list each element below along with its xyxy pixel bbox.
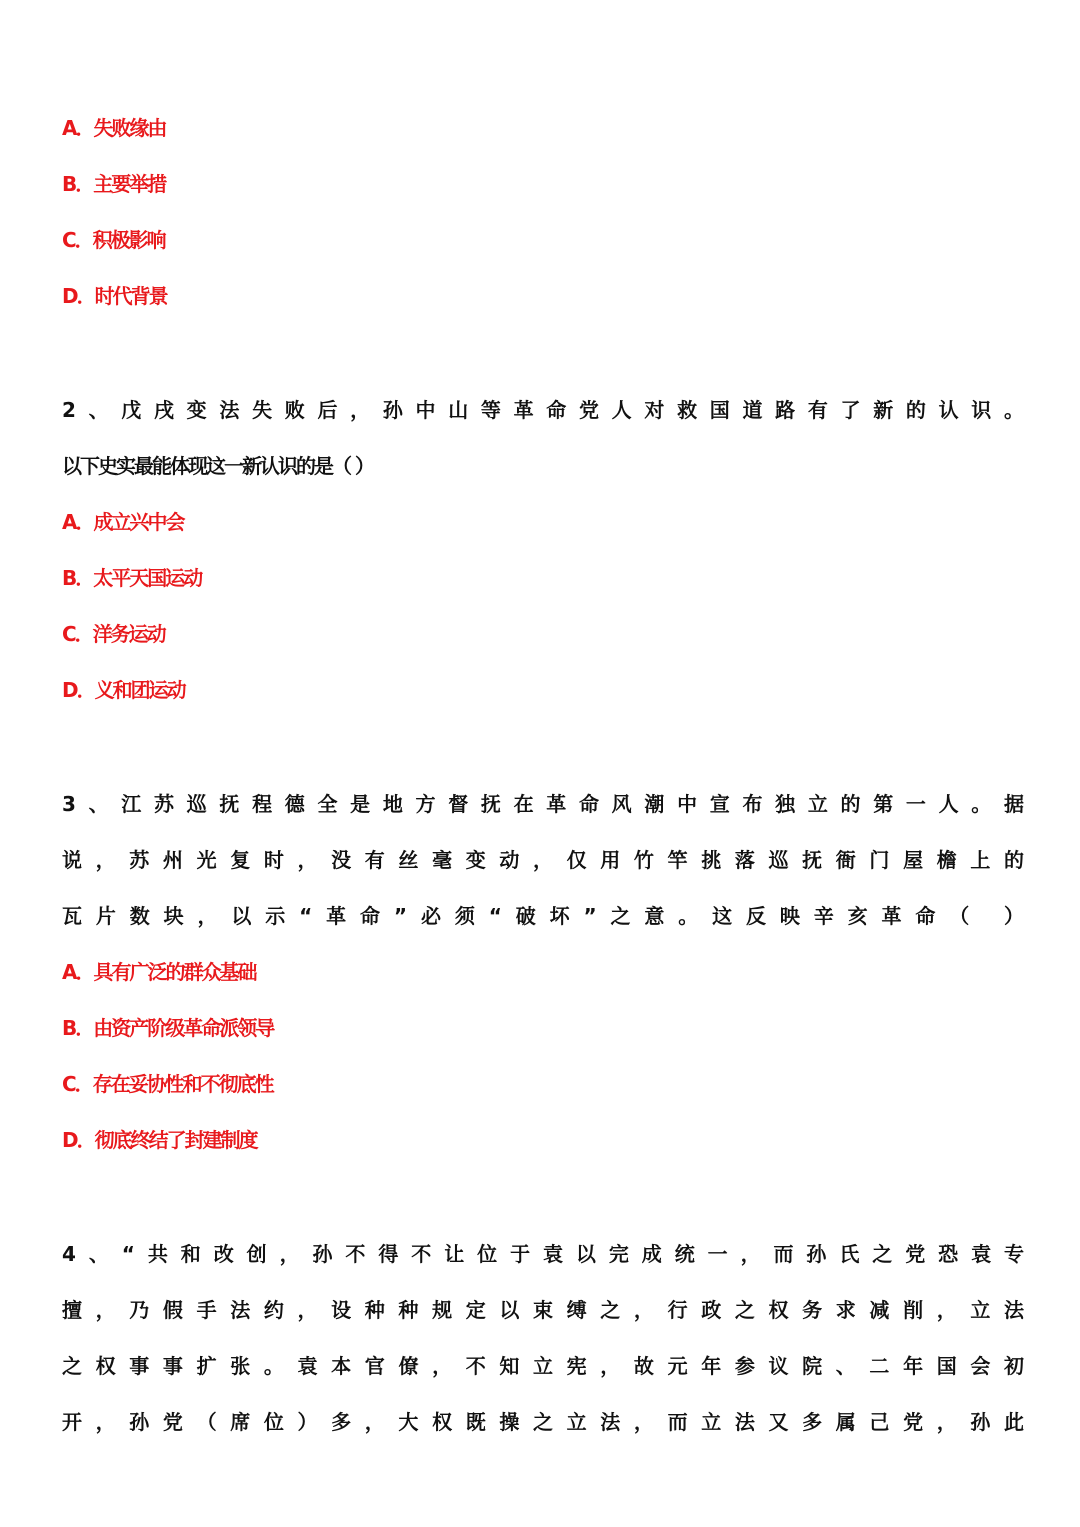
q1-option-a[interactable]: A．失败缘由 [62, 116, 166, 140]
spacer [62, 1168, 1022, 1226]
q2-option-a[interactable]: A．成立兴中会 [62, 510, 184, 534]
q4-stem-line: 开，孙党（席位）多，大权既操之立法，而立法又多属己党，孙此 [62, 1410, 1022, 1434]
q3-stem [62, 776, 1022, 944]
q1-option-d[interactable]: D．时代背景 [62, 284, 167, 308]
q3-option-d[interactable]: D．彻底终结了封建制度 [62, 1128, 257, 1152]
q3-stem-line: 瓦片数块，以示“革命”必须“破坏”之意。这反映辛亥革命（ ） [62, 904, 1022, 928]
q2-option-b[interactable]: B．太平天国运动 [62, 566, 202, 590]
q2-stem-line: 以下史实最能体现这一新认识的是（ ） [62, 454, 373, 478]
q4-stem-line: 4、“共和改创，孙不得不让位于袁以完成统一，而孙氏之党恐袁专 [62, 1242, 1022, 1266]
q3-stem-line: 3、江苏巡抚程德全是地方督抚在革命风潮中宣布独立的第一人。据 [62, 792, 1022, 816]
q4-stem [62, 1226, 1022, 1450]
q3-options [62, 944, 1022, 1168]
q3-option-c[interactable]: C．存在妥协性和不彻底性 [62, 1072, 273, 1096]
document-page [62, 100, 1022, 1450]
q2-option-d[interactable]: D．义和团运动 [62, 678, 185, 702]
q4-stem-line: 之权事事扩张。袁本官僚，不知立宪，故元年参议院、二年国会初 [62, 1354, 1022, 1378]
q2-options [62, 494, 1022, 718]
q2-option-c[interactable]: C．洋务运动 [62, 622, 165, 646]
q1-option-c[interactable]: C．积极影响 [62, 228, 165, 252]
q3-stem-line: 说，苏州光复时，没有丝毫变动，仅用竹竿挑落巡抚衙门屋檐上的 [62, 848, 1022, 872]
q2-stem-line: 2、戊戌变法失败后，孙中山等革命党人对救国道路有了新的认识。 [62, 398, 1022, 422]
spacer [62, 718, 1022, 776]
q4-stem-line: 擅，乃假手法约，设种种规定以束缚之，行政之权务求减削，立法 [62, 1298, 1022, 1322]
q1-option-b[interactable]: B．主要举措 [62, 172, 166, 196]
spacer [62, 324, 1022, 382]
q3-option-a[interactable]: A．具有广泛的群众基础 [62, 960, 256, 984]
q3-option-b[interactable]: B．由资产阶级革命派领导 [62, 1016, 274, 1040]
q2-stem [62, 382, 1022, 494]
q1-options [62, 100, 1022, 324]
